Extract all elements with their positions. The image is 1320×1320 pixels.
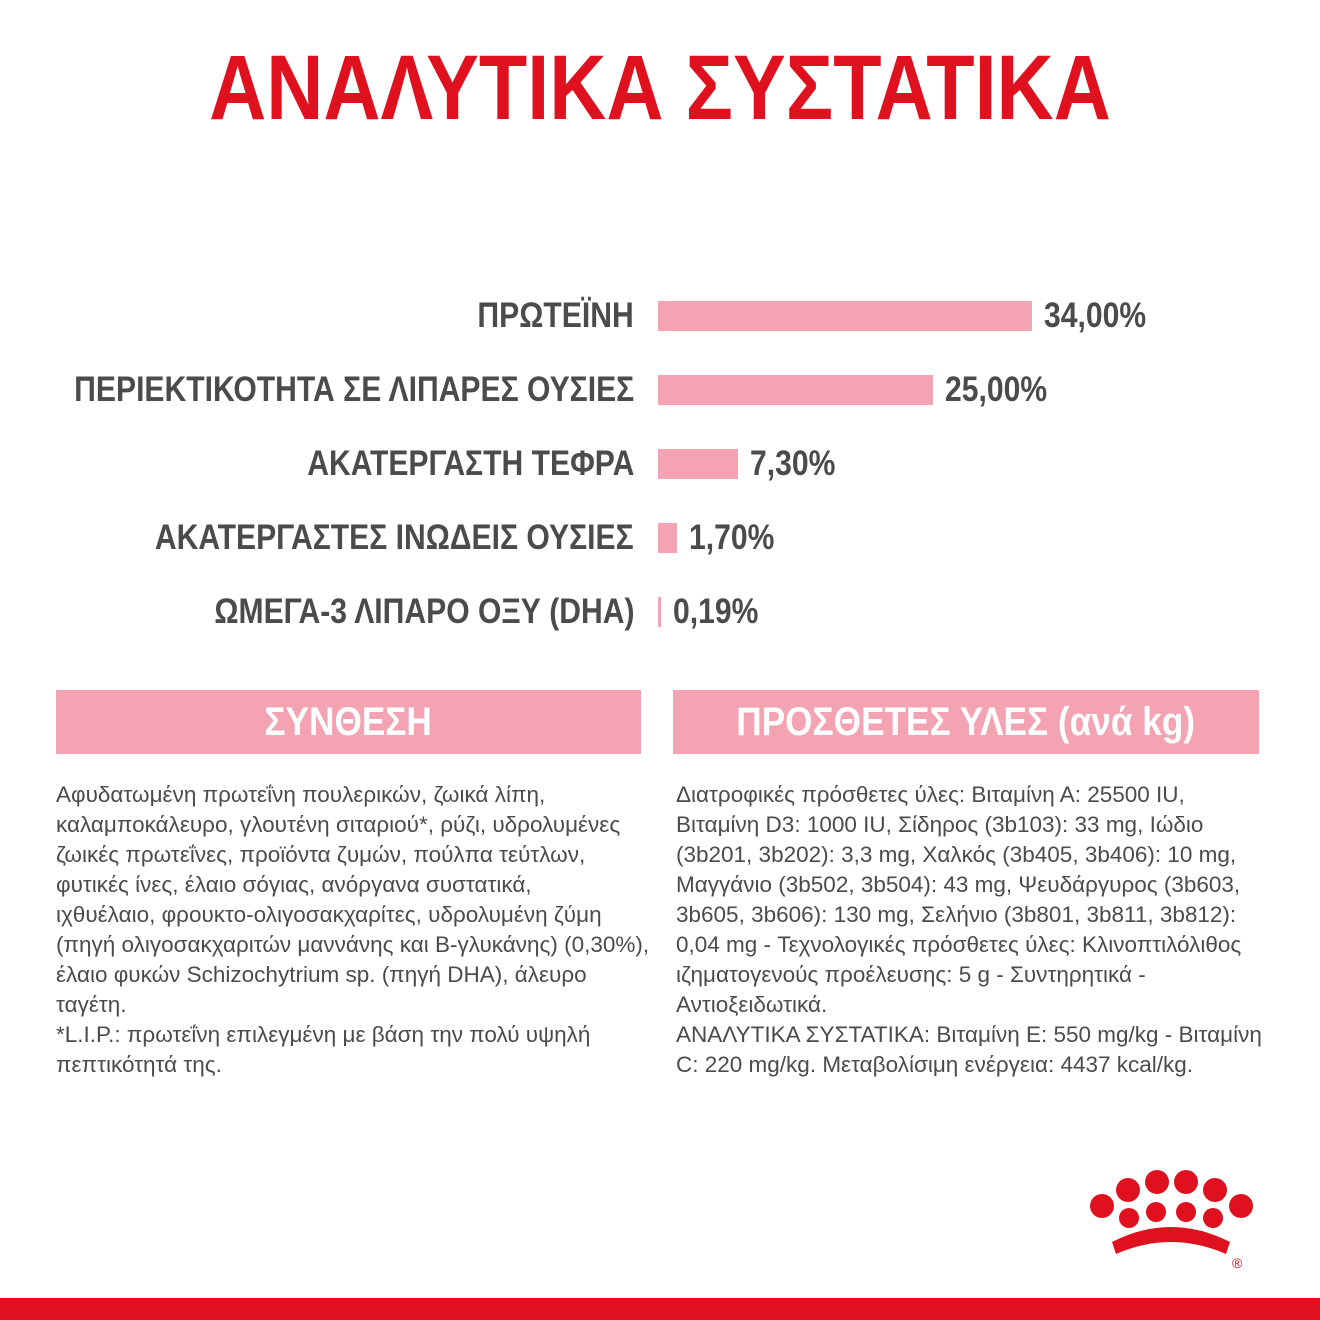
bar (658, 375, 933, 405)
bar-label: ΠΕΡΙΕΚΤΙΚΟΤΗΤΑ ΣΕ ΛΙΠΑΡΕΣ ΟΥΣΙΕΣ (73, 370, 634, 409)
bar (658, 301, 1032, 331)
bar-value-label: 34,00% (1044, 296, 1147, 335)
bottom-brand-band (0, 1298, 1320, 1320)
page-title: ΑΝΑΛΥΤΙΚΑ ΣΥΣΤΑΤΙΚΑ (209, 37, 1111, 139)
bar-value-label: 1,70% (688, 518, 775, 557)
bar (658, 449, 738, 479)
bar-label: ΩΜΕΓΑ-3 ΛΙΠΑΡΟ ΟΞΥ (DHA) (213, 592, 634, 631)
additives-header (673, 690, 1259, 754)
additives-text: Διατροφικές πρόσθετες ύλες: Βιταμίνη Α: 25500 IU, Βιταμίνη D3: 1000 IU, Σίδηρος (3b103): 33 mg, Ιώδιο (3b201, 3b202): 3,3 mg, Χαλκός (3b405, 3b406): 10 mg, Μαγγάνιο (3b502, 3b504): 43 mg, Ψευδάργυρος (3b603, 3b605, 3b606): 130 mg, Σελήνιο (3b801, 3b811, 3b812): 0,04 mg - Τεχνολογικές πρόσθετες ύλες: Κλινοπτιλόλιθος ιζηματογενούς προέλευσης: 5 g - Συντηρητικά - Αντιοξειδωτικά. ΑΝΑΛΥΤΙΚΑ ΣΥΣΤΑΤΙΚΑ: Βιταμίνη Ε: 550 mg/kg - Βιταμίνη C: 220 mg/kg. Μεταβολίσιμη ενέργεια: 4437 kcal/kg. (676, 782, 1262, 1077)
composition-header-label: ΣΥΝΘΕΣΗ (264, 700, 433, 744)
bar-value-label: 0,19% (673, 592, 759, 631)
bar-label: ΠΡΩΤΕΪΝΗ (477, 296, 634, 335)
bar-label: ΑΚΑΤΕΡΓΑΣΤΕΣ ΙΝΩΔΕΙΣ ΟΥΣΙΕΣ (155, 518, 634, 557)
bar-label: ΑΚΑΤΕΡΓΑΣΤΗ ΤΕΦΡΑ (306, 444, 634, 483)
bar (658, 597, 661, 627)
composition-header (56, 690, 641, 754)
additives-header-label: ΠΡΟΣΘΕΤΕΣ ΥΛΕΣ (ανά kg) (736, 700, 1196, 744)
registered-mark: ® (1232, 1255, 1243, 1271)
bar (658, 523, 677, 553)
bar-value-label: 7,30% (750, 444, 836, 483)
bar-value-label: 25,00% (945, 370, 1048, 409)
royal-canin-crown-logo-icon (1082, 1168, 1258, 1272)
composition-text: Αφυδατωμένη πρωτεΐνη πουλερικών, ζωικά λίπη, καλαμποκάλευρο, γλουτένη σιταριού*, ρύζι, υδρολυμένες ζωικές πρωτεΐνες, προϊόντα ζυμών, πούλπα τεύτλων, φυτικές ίνες, έλαιο σόγιας, ανόργανα συστατικά, ιχθυέλαιο, φρουκτο-ολιγοσακχαρίτες, υδρολυμένη ζύμη (πηγή ολιγοσακχαριτών μαννάνης και Β-γλυκάνης) (0,30%), έλαιο φυκών Schizochytrium sp. (πηγή DHA), άλευρο ταγέτη. *L.I.P.: πρωτεΐνη επιλεγμένη με βάση την πολύ υψηλή πεπτικότητά της. (56, 782, 650, 1077)
